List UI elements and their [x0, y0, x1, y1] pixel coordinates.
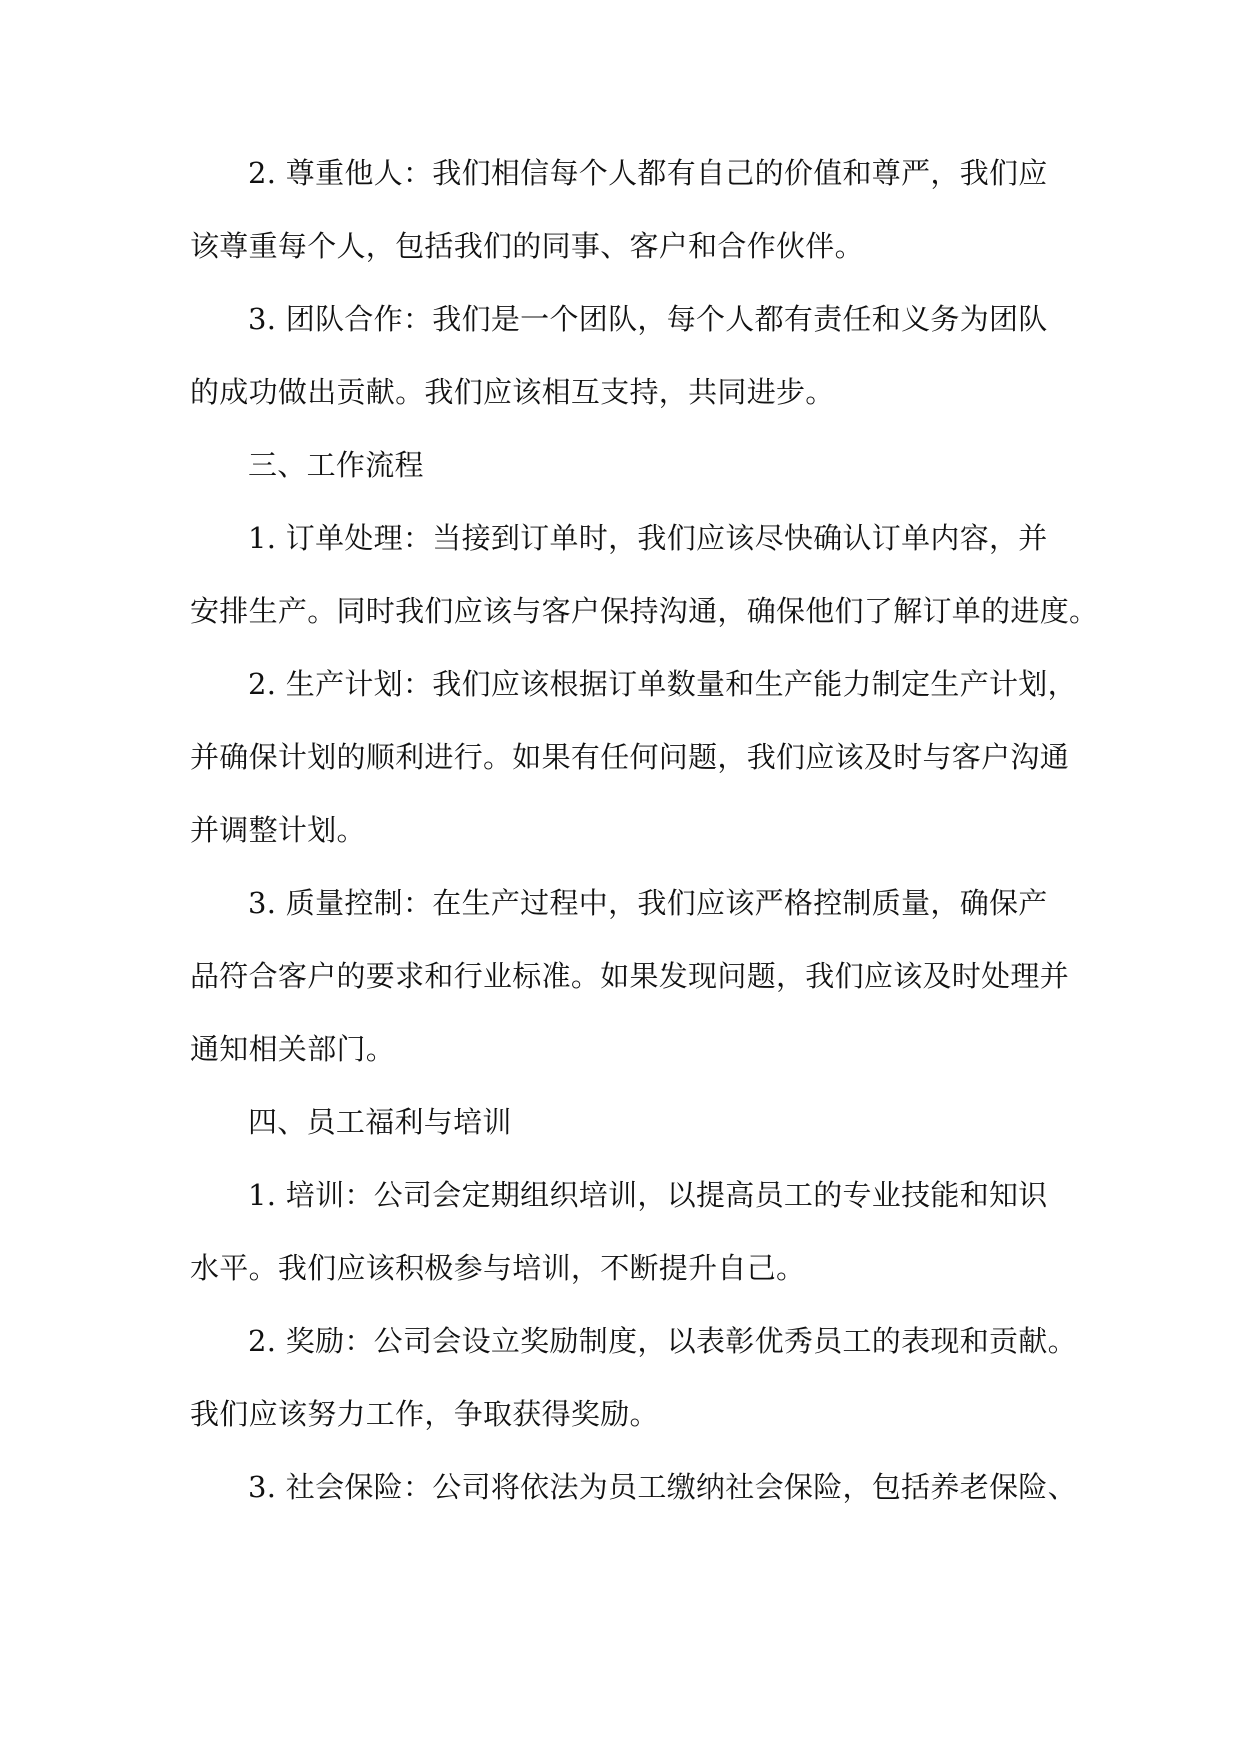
paragraph-training-line-1: 1. 培训：公司会定期组织培训，以提高员工的专业技能和知识 [248, 1178, 1048, 1212]
paragraph-plan-line-2: 并确保计划的顺利进行。如果有任何问题，我们应该及时与客户沟通 [190, 740, 1070, 774]
paragraph-training-line-2: 水平。我们应该积极参与培训，不断提升自己。 [190, 1251, 806, 1285]
paragraph-plan-line-3: 并调整计划。 [190, 813, 366, 847]
paragraph-rewards-line-2: 我们应该努力工作，争取获得奖励。 [190, 1397, 659, 1431]
paragraph-teamwork-line-2: 的成功做出贡献。我们应该相互支持，共同进步。 [190, 375, 835, 409]
paragraph-plan-line-1: 2. 生产计划：我们应该根据订单数量和生产能力制定生产计划， [248, 667, 1077, 701]
paragraph-respect-line-1: 2. 尊重他人：我们相信每个人都有自己的价值和尊严，我们应 [248, 156, 1048, 190]
section-heading-benefits-training: 四、员工福利与培训 [248, 1105, 512, 1139]
paragraph-quality-line-1: 3. 质量控制：在生产过程中，我们应该严格控制质量，确保产 [248, 886, 1048, 920]
paragraph-order-line-2: 安排生产。同时我们应该与客户保持沟通，确保他们了解订单的进度。 [190, 594, 1099, 628]
paragraph-insurance-line-1: 3. 社会保险：公司将依法为员工缴纳社会保险，包括养老保险、 [248, 1470, 1077, 1504]
paragraph-rewards-line-1: 2. 奖励：公司会设立奖励制度，以表彰优秀员工的表现和贡献。 [248, 1324, 1077, 1358]
paragraph-teamwork-line-1: 3. 团队合作：我们是一个团队，每个人都有责任和义务为团队 [248, 302, 1048, 336]
section-heading-workflow: 三、工作流程 [248, 448, 424, 482]
paragraph-order-line-1: 1. 订单处理：当接到订单时，我们应该尽快确认订单内容，并 [248, 521, 1048, 555]
paragraph-respect-line-2: 该尊重每个人，包括我们的同事、客户和合作伙伴。 [190, 229, 864, 263]
paragraph-quality-line-2: 品符合客户的要求和行业标准。如果发现问题，我们应该及时处理并 [190, 959, 1070, 993]
paragraph-quality-line-3: 通知相关部门。 [190, 1032, 396, 1066]
